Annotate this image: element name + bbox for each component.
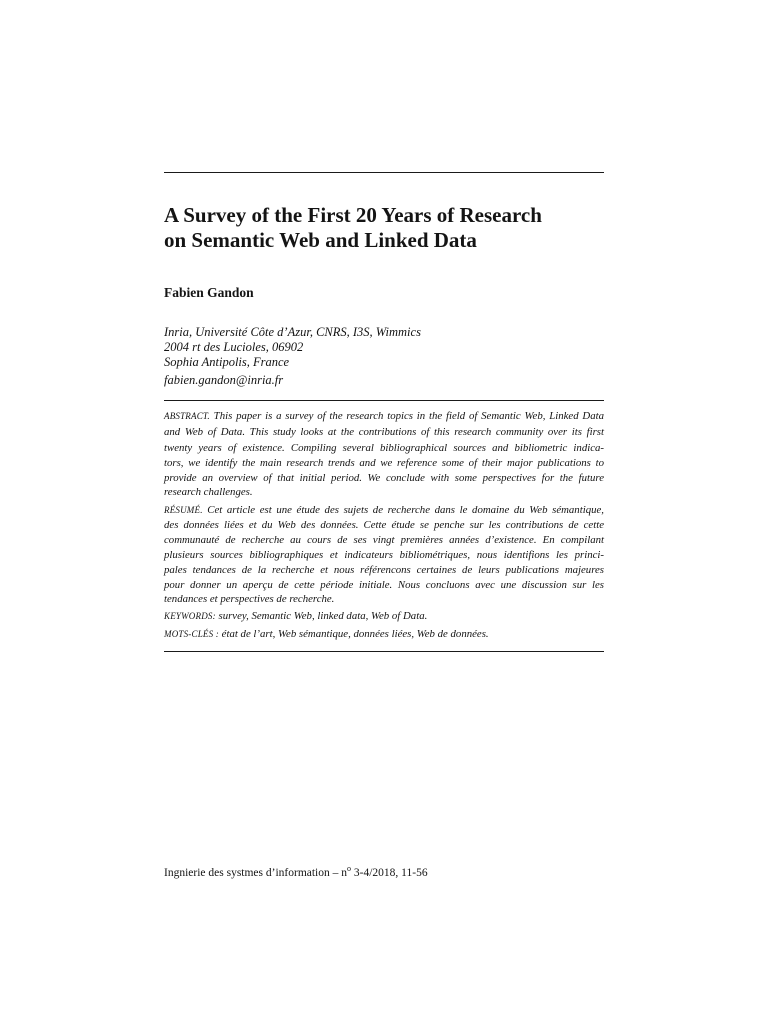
mots-cles-label: MOTS-CLÉS : <box>164 629 219 639</box>
journal-footer: Ingnierie des systmes d’information – $n^o$ 3-4/2018, 11-56 <box>164 864 428 879</box>
keywords-label: KEYWORDS: <box>164 611 216 621</box>
affiliation-line-1: Inria, Université Côte d’Azur, CNRS, I3S, Wimmics <box>164 325 421 339</box>
resume-line: pales tendances de la recherche et nous référencons certaines de leurs publications majeures <box>164 564 604 576</box>
title-line-2: on Semantic Web and Linked Data <box>164 228 477 252</box>
keywords-line <box>164 610 427 623</box>
paper-title <box>164 203 624 253</box>
resume-line: tendances et perspectives de recherche. <box>164 593 335 605</box>
mots-cles-line <box>164 628 489 641</box>
top-rule <box>164 172 604 173</box>
title-line-1: A Survey of the First 20 Years of Research <box>164 203 542 227</box>
abstract-line: twenty years of existence. Compiling several bibliographical sources and bibliometric indica- <box>164 442 604 454</box>
abstract-label: ABSTRACT. <box>164 411 210 421</box>
keywords-text: survey, Semantic Web, linked data, Web of Data. <box>215 610 428 622</box>
abstract-line: and Web of Data. This study looks at the contributions of this research community over its first <box>164 426 604 438</box>
resume-line: communauté de recherche au cours de ses vingt premières années d’existence. En compilant <box>164 534 604 546</box>
abstract-line: ABSTRACT. This paper is a survey of the research topics in the field of Semantic Web, Linked Data <box>164 410 604 422</box>
resume-line: des données liées et du Web des données. Cette étude se penche sur les contributions de cette <box>164 519 604 531</box>
abstract-top-rule <box>164 400 604 401</box>
mots-cles-text: état de l’art, Web sémantique, données liées, Web de données. <box>218 628 489 640</box>
resume-line: plusieurs sources bibliographiques et indicateurs bibliométriques, nous identifions les princi- <box>164 549 604 561</box>
resume-label: RÉSUMÉ. <box>164 505 203 515</box>
affiliation-line-2: 2004 rt des Lucioles, 06902 <box>164 340 304 354</box>
resume-line: pour donner un aperçu de cette période initiale. Nous concluons avec une discussion sur les <box>164 579 604 591</box>
author-email: fabien.gandon@inria.fr <box>164 373 284 387</box>
abstract-line: tors, we identify the main research trends and we reference some of their major publications to <box>164 457 604 469</box>
resume-line: RÉSUMÉ. Cet article est une étude des sujets de recherche dans le domaine du Web sémantique, <box>164 504 604 516</box>
author-name: Fabien Gandon <box>164 285 254 300</box>
abstract-line: research challenges. <box>164 486 253 498</box>
abstract-bottom-rule <box>164 651 604 652</box>
affiliation-line-3: Sophia Antipolis, France <box>164 355 290 369</box>
abstract-line: provide an overview of that initial period. We conclude with some perspectives for the future <box>164 472 604 484</box>
